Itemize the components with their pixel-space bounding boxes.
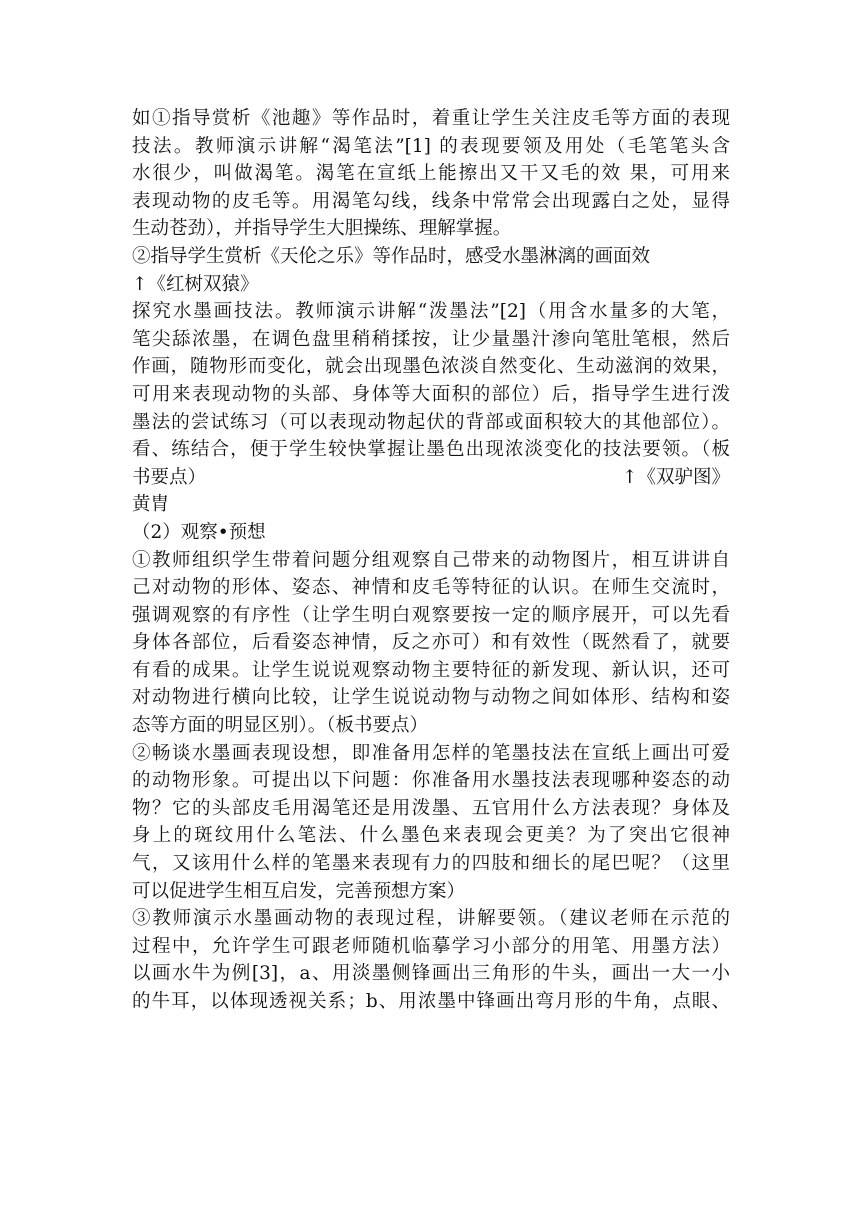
section-heading: （2）观察•预想 xyxy=(132,521,266,543)
text-line: 表现动物的皮毛等。用渴笔勾线，线条中常常会出现露白之处，显得 xyxy=(132,190,730,212)
text-line: 生动苍劲），并指导学生大胆操练、理解掌握。 xyxy=(132,218,512,240)
text-line: 水很少，叫做渴笔。渴笔在宣纸上能擦出又干又毛的效 果，可用来 xyxy=(132,163,730,185)
text-line: 己对动物的形体、姿态、神情和皮毛等特征的认识。在师生交流时， xyxy=(132,577,730,599)
text-line: 物？它的头部皮毛用渴笔还是用泼墨、五官用什么方法表现？身体及 xyxy=(132,797,730,819)
text-line: 态等方面的明显区别）。（板书要点） xyxy=(132,715,429,737)
text-line-with-caption xyxy=(132,464,730,492)
text-line: 的动物形象。可提出以下问题：你准备用水墨技法表现哪种姿态的动 xyxy=(132,770,730,792)
text-line: 探究水墨画技法。教师演示讲解“泼墨法”[2]（用含水量多的大笔， xyxy=(132,301,730,323)
text-line: 以画水牛为例[3]，a、用淡墨侧锋画出三角形的牛头，画出一大一小 xyxy=(132,963,730,985)
document-page xyxy=(132,105,730,1016)
text-line: 有看的成果。让学生说说观察动物主要特征的新发现、新认识，还可 xyxy=(132,659,730,681)
text-fragment: 书要点） xyxy=(132,466,207,488)
text-line: 可用来表现动物的头部、身体等大面积的部位）后，指导学生进行泼 xyxy=(132,383,730,405)
text-line: 的牛耳，以体现透视关系；b、用浓墨中锋画出弯月形的牛角，点眼、 xyxy=(132,991,730,1012)
text-line: 身体各部位，后看姿态神情，反之亦可）和有效性（既然看了，就要 xyxy=(132,632,730,654)
text-line: ①教师组织学生带着问题分组观察自己带来的动物图片，相互讲讲自 xyxy=(132,549,730,571)
text-line: 笔尖舔浓墨，在调色盘里稍稍揉按，让少量墨汁渗向笔肚笔根，然后 xyxy=(132,328,730,350)
text-line: 如①指导赏析《池趣》等作品时，着重让学生关注皮毛等方面的表现 xyxy=(132,108,730,129)
text-line: 可以促进学生相互启发，完善预想方案） xyxy=(132,880,466,902)
image-caption: ↑《双驴图》 xyxy=(621,466,730,488)
text-line: 身上的斑纹用什么笔法、什么墨色来表现会更美？为了突出它很神 xyxy=(132,825,730,847)
text-line: 强调观察的有序性（让学生明白观察要按一定的顺序展开，可以先看 xyxy=(132,604,730,626)
artist-name: 黄胄 xyxy=(132,494,170,516)
text-line: 作画，随物形而变化，就会出现墨色浓淡自然变化、生动滋润的效果， xyxy=(132,356,730,378)
text-line: 看、练结合，便于学生较快掌握让墨色出现浓淡变化的技法要领。（板 xyxy=(132,439,730,461)
text-line: ③教师演示水墨画动物的表现过程，讲解要领。（建议老师在示范的 xyxy=(132,908,730,930)
text-line: ②指导学生赏析《天伦之乐》等作品时，感受水墨淋漓的画面效 xyxy=(132,245,651,267)
text-line: 气，又该用什么样的笔墨来表现有力的四肢和细长的尾巴呢？（这里 xyxy=(132,853,730,875)
image-caption: ↑《红树双猿》 xyxy=(132,273,259,295)
text-line: 对动物进行横向比较，让学生说说动物与动物之间如体形、结构和姿 xyxy=(132,687,730,709)
text-line: 墨法的尝试练习（可以表现动物起伏的背部或面积较大的其他部位）。 xyxy=(132,411,730,433)
text-line: 技法。教师演示讲解“渴笔法”[1] 的表现要领及用处（毛笔笔头含 xyxy=(132,135,730,157)
text-line: ②畅谈水墨画表现设想，即准备用怎样的笔墨技法在宣纸上画出可爱 xyxy=(132,742,730,764)
text-line: 过程中，允许学生可跟老师随机临摹学习小部分的用笔、用墨方法） xyxy=(132,935,730,957)
